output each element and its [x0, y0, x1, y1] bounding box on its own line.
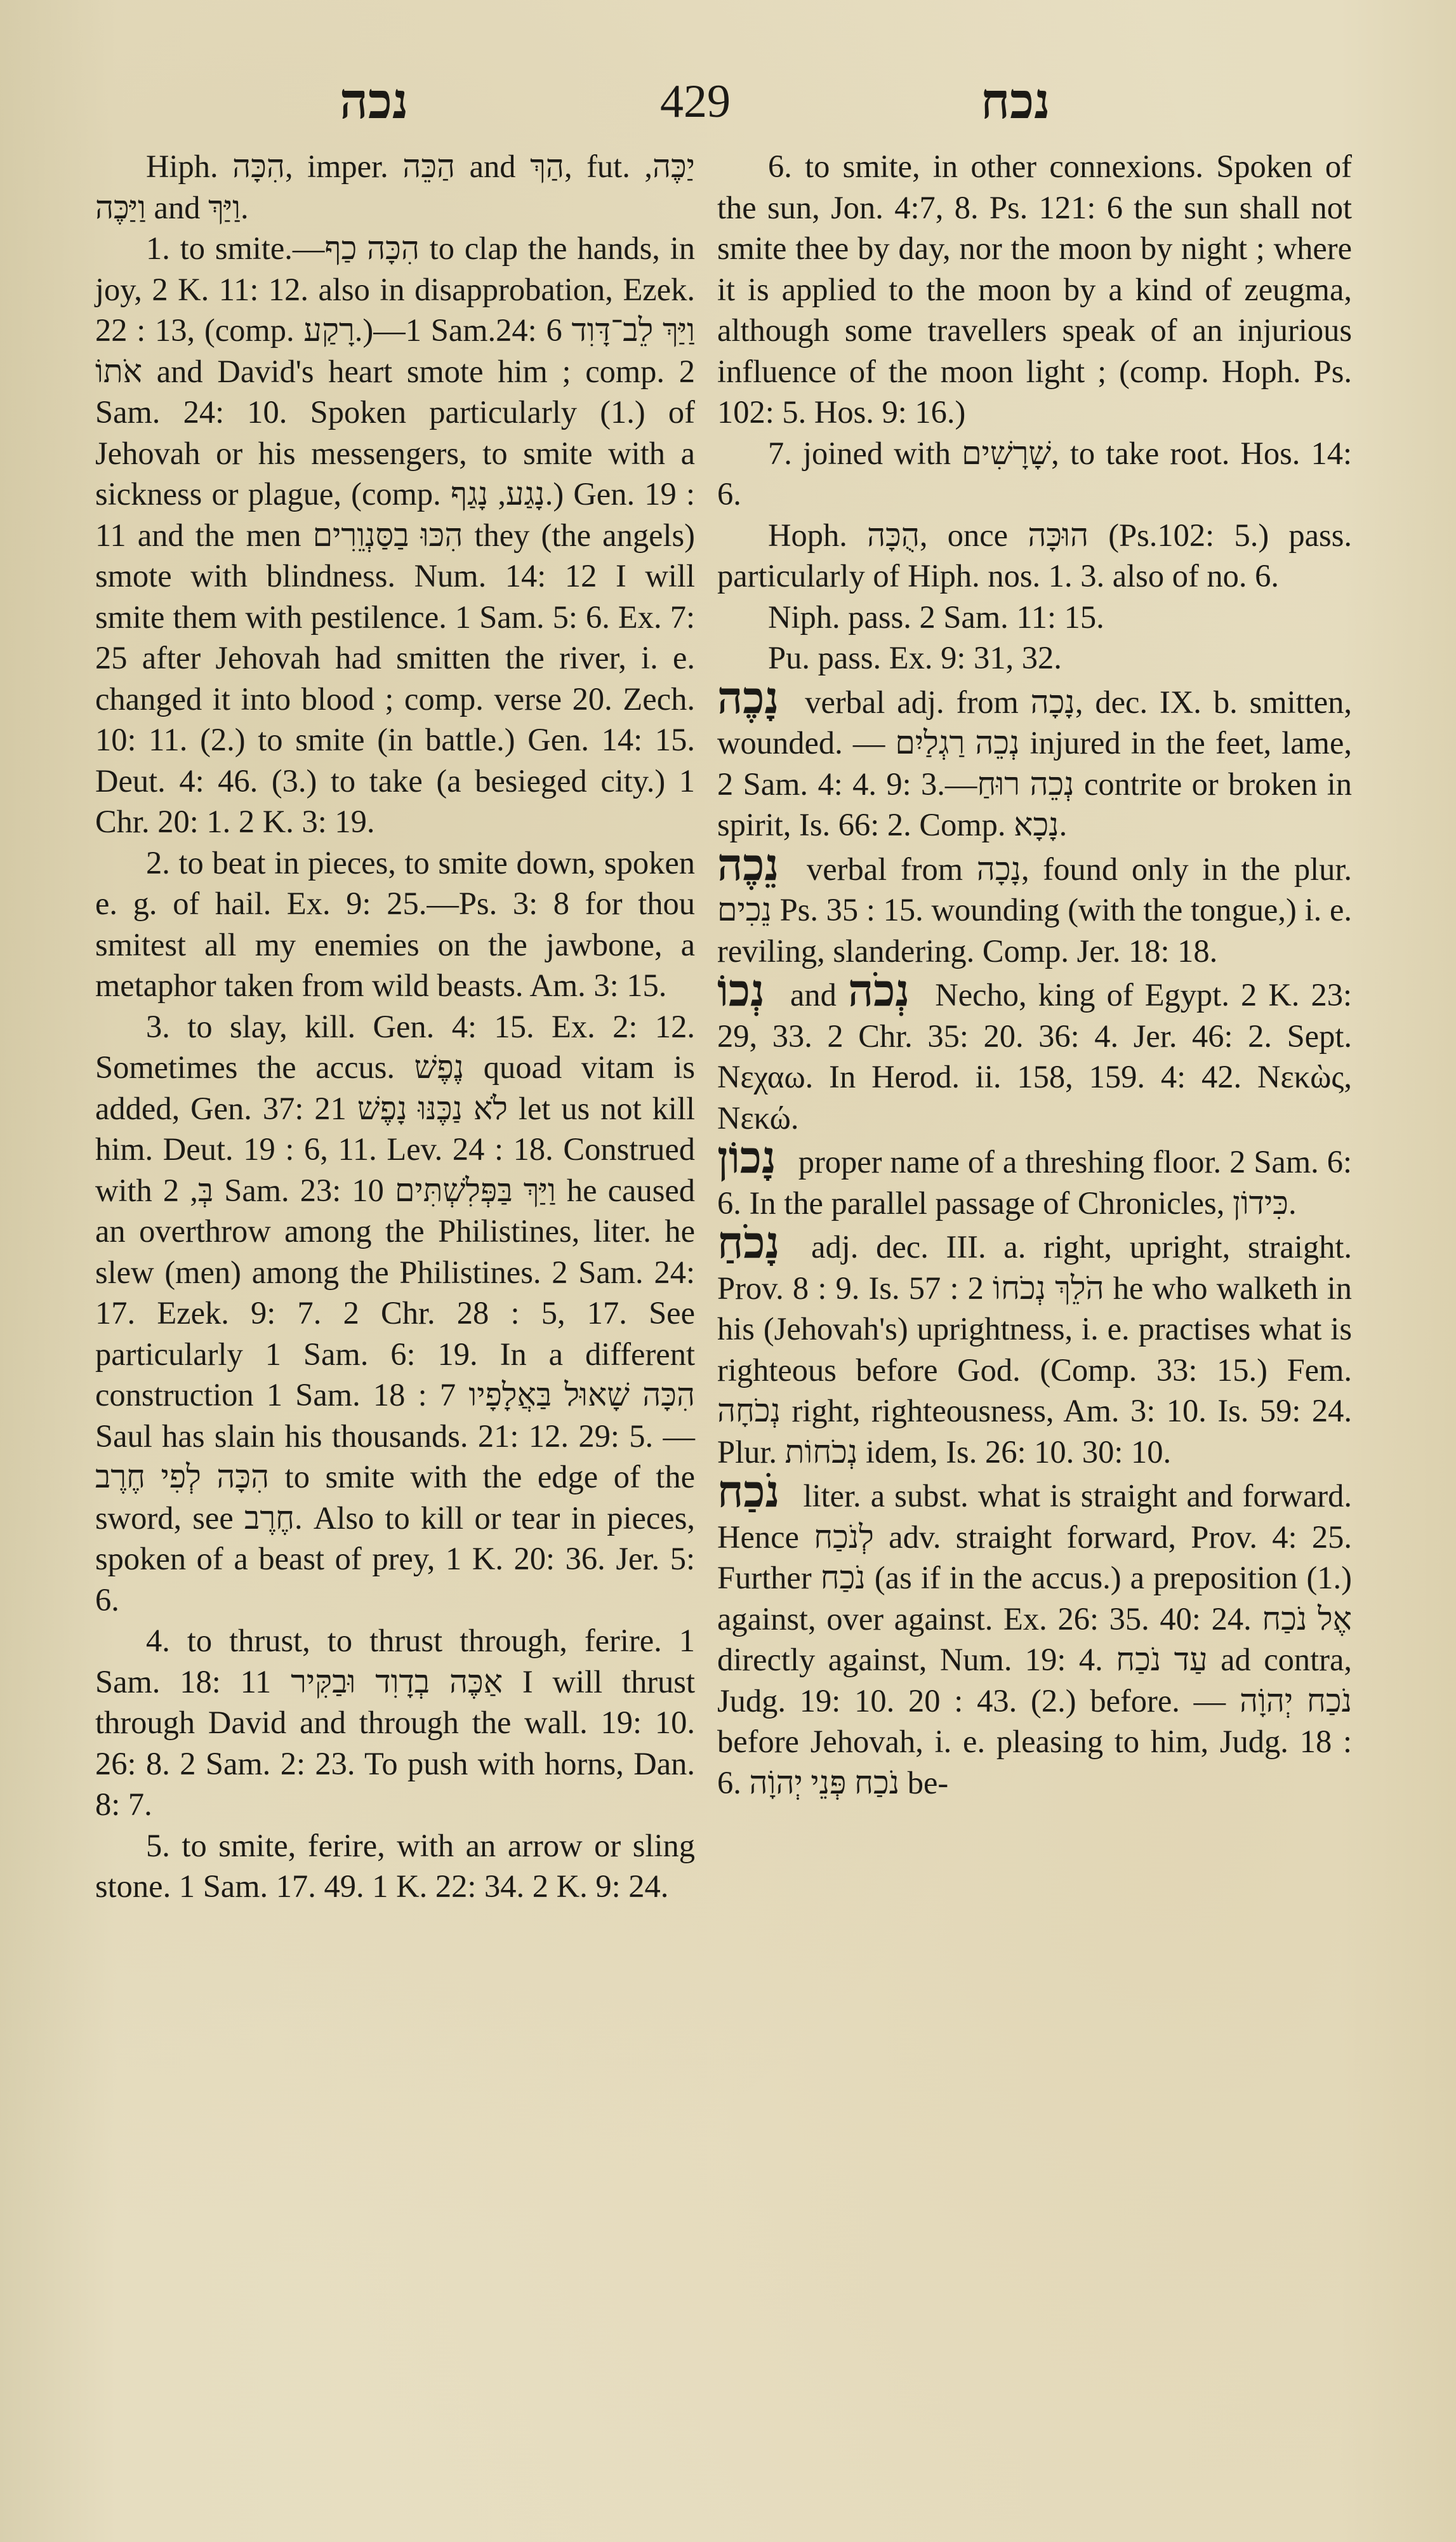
entry-headword-variant: נְכֹה: [847, 967, 910, 1016]
paragraph-sense-3: 3. to slay, kill. Gen. 4: 15. Ex. 2: 12. Sometimes the accus. נֶפֶשׁ quoad vitam is added, Gen. 37: 21 לֹא נַכֶּנּוּ נָפֶשׁ let us not kill him. Deut. 19 : 6, 11. Lev. 24 : 18. Construed with בְּ, 2 Sam. 23: 10 וַיַּךְ בַּפְּלִשְׁתִּים he caused an overthrow among the Philistines, liter. he slew (men) among the Philistines. 2 Sam. 24: 17. Ezek. 9: 7. 2 Chr. 28 : 5, 17. See particularly 1 Sam. 6: 19. In a different construction 1 Sam. 18 : 7 הִכָּה שָׁאוּל בַּאֲלָפָיו Saul has slain his thousands. 21: 12. 29: 5. — הִכָּה לְפִי חֶרֶב to smite with the edge of the sword, see חֶרֶב. Also to kill or tear in pieces, spoken of a beast of prey, 1 K. 20: 36. Jer. 5: 6.: [95, 1008, 696, 1618]
entry-headword: נְכוֹ: [717, 967, 765, 1016]
dictionary-entry: [717, 1219, 1353, 1472]
dictionary-entry: [717, 1468, 1353, 1803]
left-column: [95, 146, 695, 1907]
dictionary-entry: [717, 841, 1352, 972]
entry-headword: נֵכֶה: [717, 841, 779, 890]
entry-headword: נָכֶה: [717, 674, 779, 723]
page-number: 429: [660, 76, 731, 128]
paragraph-sense-1: 1. to smite.—הִכָּה כַף to clap the hands, in joy, 2 K. 11: 12. also in disapprobation, Ezek. 22 : 13, (comp. רָקַע.)—1 Sam.24: 6 וַיַּךְ לֵב־דָּוִד אֹתוֹ and David's heart smote him ; comp. 2 Sam. 24: 10. Spoken particularly (1.) of Jehovah or his messengers, to smite with a sickness or plague, (comp. נָגַע, נָגַף.) Gen. 19 : 11 and the men הִכּוּ בַסַּנְוֵרִים they (the angels) smote with blindness. Num. 14: 12 I will smite them with pestilence. 1 Sam. 5: 6. Ex. 7: 25 after Jehovah had smitten the river, i. e. changed it into blood ; comp. verse 20. Zech. 10: 11. (2.) to smite (in battle.) Gen. 14: 15. Deut. 4: 46. (3.) to take (a besieged city.) 1 Chr. 20: 1. 2 K. 3: 19.: [95, 230, 695, 839]
entry-conjunction: and: [790, 977, 837, 1013]
running-header: [0, 67, 1456, 136]
entry-text: liter. a subst. what is straight and forward. Hence לְנֹכַח adv. straight forward, Prov. 4: 25. Further נֹכַח (as if in the accus.) a preposition (1.) against, over against. Ex. 26: 35. 40: 24. אֶל נֹכַח directly against, Num. 19: 4. עַד נֹכַח ad contra, Judg. 19: 10. 20 : 43. (2.) before. — נֹכַח יְהוָֹה before Jehovah, i. e. pleasing to him, Judg. 18 : 6. נֹכַח פְּנֵי יְהוָֹה be-: [717, 1478, 1353, 1800]
running-headword-left: נכה: [340, 74, 409, 129]
paragraph-hophal: Hoph. הֻכָּה, once הוּכָּה (Ps.102: 5.) pass. particularly of Hiph. nos. 1. 3. also of no. 6.: [717, 517, 1352, 594]
paragraph-niphal: Niph. pass. 2 Sam. 11: 15.: [768, 599, 1104, 635]
dictionary-entry: [717, 674, 1353, 846]
entry-text: verbal adj. from נָכָה, dec. IX. b. smitten, wounded. — נְכֵה רַגְלַיִם injured in the feet, lame, 2 Sam. 4: 4. 9: 3.—נְכֵה רוּחַ contrite or broken in spirit, Is. 66: 2. Comp. נָכָא.: [717, 684, 1353, 842]
entry-text: Necho, king of Egypt. 2 K. 23: 29, 33. 2 Chr. 35: 20. 36: 4. Jer. 46: 2. Sept. Νεχαω. In Herod. ii. 158, 159. 4: 42. Νεκὼς, Νεκώ.: [717, 977, 1353, 1136]
paragraph-sense-7: 7. joined with שָׁרָשִׁים, to take root. Hos. 14: 6.: [717, 435, 1352, 512]
entry-text: verbal from נָכָה, found only in the plur. נֵכִים Ps. 35 : 15. wounding (with the tongue,) i. e. reviling, slandering. Comp. Jer. 18: 18.: [717, 851, 1352, 969]
entry-headword: נָכוֹן: [717, 1134, 776, 1183]
entry-headword: נָכֹחַ: [717, 1219, 780, 1268]
entry-headword: נֹכַח: [717, 1468, 780, 1517]
right-column: [717, 146, 1352, 1803]
entry-text: adj. dec. III. a. right, upright, straight. Prov. 8 : 9. Is. 57 : 2 הֹלֵךְ נְכֹחוֹ he who walketh in his (Jehovah's) uprightness, i. e. practises what is righteous before God. (Comp. 33: 15.) Fem. נְכֹחָה right, righteousness, Am. 3: 10. Is. 59: 24. Plur. נְכֹחוֹת idem, Is. 26: 10. 30: 10.: [717, 1229, 1353, 1470]
paragraph-sense-4: 4. to thrust, to thrust through, ferire. 1 Sam. 18: 11 אַכֶּה בְדָוִד וּבַקִּיר I will thrust through David and through the wall. 19: 10. 26: 8. 2 Sam. 2: 23. To push with horns, Dan. 8: 7.: [95, 1623, 695, 1822]
entry-text: proper name of a threshing floor. 2 Sam. 6: 6. In the parallel passage of Chronicles, כִּידוֹן.: [717, 1144, 1353, 1221]
paragraph-sense-6: 6. to smite, in other connexions. Spoken of the sun, Jon. 4:7, 8. Ps. 121: 6 the sun shall not smite thee by day, nor the moon by night ; where it is applied to the moon by a kind of zeugma, although some travellers speak of an injurious influence of the moon light ; (comp. Hoph. Ps. 102: 5. Hos. 9: 16.): [717, 149, 1352, 430]
dictionary-entry: [717, 1134, 1353, 1223]
dictionary-entry: [717, 967, 1353, 1138]
paragraph-sense-5: 5. to smite, ferire, with an arrow or sling stone. 1 Sam. 17. 49. 1 K. 22: 34. 2 K. 9: 24.: [95, 1827, 695, 1904]
running-headword-right: נכח: [981, 74, 1050, 129]
paragraph-hiphil-forms: Hiph. הִכָּה, imper. הַכֵּה and הַךְ, fut. יַכֶּה, וַיַּכֶּה and וַיַּךְ.: [95, 149, 695, 225]
paragraph-pual: Pu. pass. Ex. 9: 31, 32.: [768, 640, 1062, 675]
paragraph-sense-2: 2. to beat in pieces, to smite down, spoken e. g. of hail. Ex. 9: 25.—Ps. 3: 8 for thou smitest all my enemies on the jawbone, a metaphor taken from wild beasts. Am. 3: 15.: [95, 844, 695, 1003]
